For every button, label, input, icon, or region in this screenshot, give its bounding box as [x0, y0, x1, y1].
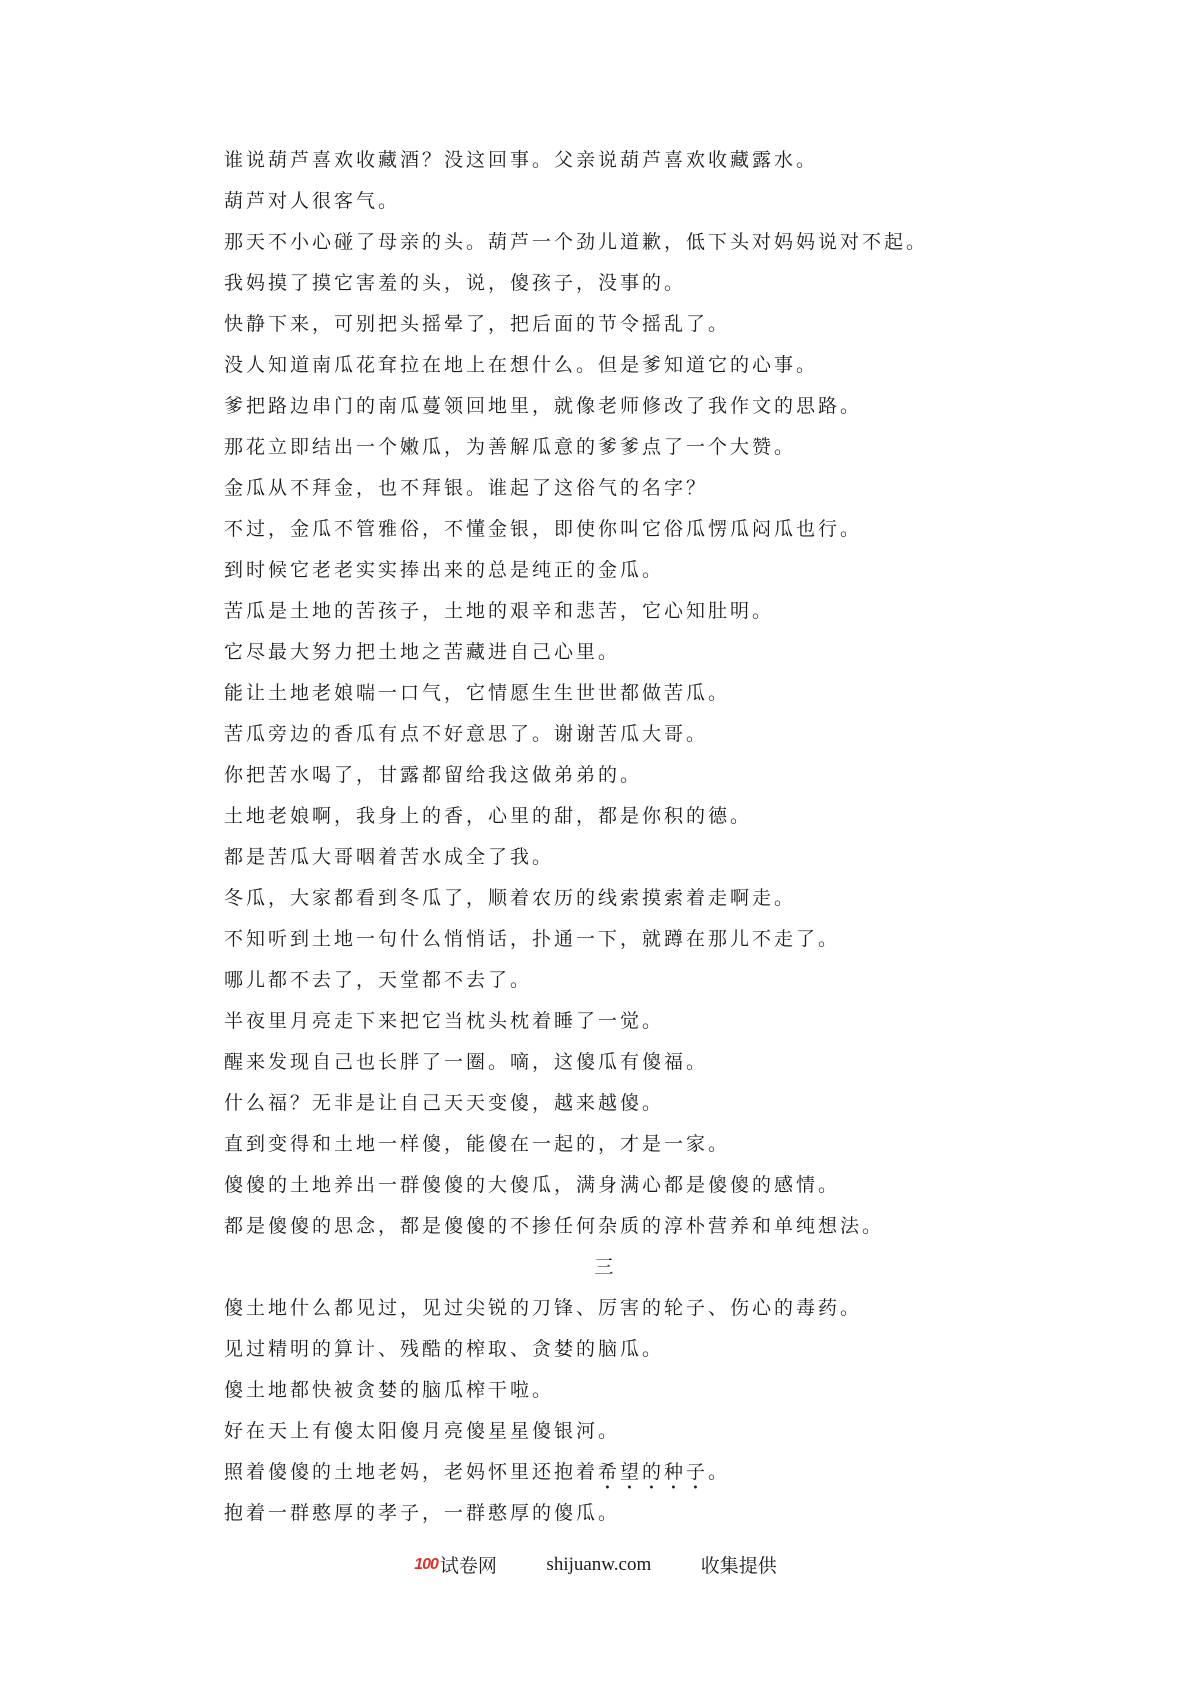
poem-body: [224, 140, 984, 1534]
poem-line: 到时候它老老实实捧出来的总是纯正的金瓜。: [224, 559, 665, 581]
poem-line: 直到变得和土地一样傻，能傻在一起的，才是一家。: [224, 1133, 731, 1155]
poem-line: 都是苦瓜大哥咽着苦水成全了我。: [224, 846, 555, 868]
poem-line: 金瓜从不拜金，也不拜银。谁起了这俗气的名字？: [224, 477, 709, 499]
poem-line: 苦瓜旁边的香瓜有点不好意思了。谢谢苦瓜大哥。: [224, 723, 709, 745]
poem-line: 不知听到土地一句什么悄悄话，扑通一下，就蹲在那儿不走了。: [224, 928, 841, 950]
poem-line: 能让土地老娘喘一口气，它情愿生生世世都做苦瓜。: [224, 682, 731, 704]
poem-line: 不过，金瓜不管雅俗，不懂金银，即使你叫它俗瓜愣瓜闷瓜也行。: [224, 518, 863, 540]
poem-line: 见过精明的算计、残酷的榨取、贪婪的脑瓜。: [224, 1338, 665, 1360]
section-heading: 三: [594, 1256, 614, 1278]
site-logo-number: 100: [414, 1555, 438, 1573]
poem-line: 爹把路边串门的南瓜蔓领回地里，就像老师修改了我作文的思路。: [224, 395, 863, 417]
site-domain: shijuanw.com: [546, 1553, 652, 1575]
poem-line: 我妈摸了摸它害羞的头，说，傻孩子，没事的。: [224, 272, 687, 294]
poem-line: 好在天上有傻太阳傻月亮傻星星傻银河。: [224, 1420, 621, 1442]
poem-line: 苦瓜是土地的苦孩子，土地的艰辛和悲苦，它心知肚明。: [224, 600, 775, 622]
poem-line: 什么福？无非是让自己天天变傻，越来越傻。: [224, 1092, 665, 1114]
poem-line: 醒来发现自己也长胖了一圈。嘀，这傻瓜有傻福。: [224, 1051, 709, 1073]
poem-line: 快静下来，可别把头摇晕了，把后面的节令摇乱了。: [224, 313, 731, 335]
page-footer: [0, 1551, 1191, 1578]
poem-line: 你把苦水喝了，甘露都留给我这做弟弟的。: [224, 764, 643, 786]
poem-line: 那花立即结出一个嫩瓜，为善解瓜意的爹爹点了一个大赞。: [224, 436, 797, 458]
footer-credit: 收集提供: [700, 1556, 777, 1577]
poem-line: 傻土地都快被贪婪的脑瓜榨干啦。: [224, 1379, 555, 1401]
poem-line: 都是傻傻的思念，都是傻傻的不掺任何杂质的淳朴营养和单纯想法。: [224, 1215, 885, 1237]
line-text: 。: [708, 1461, 731, 1483]
poem-line: 没人知道南瓜花耷拉在地上在想什么。但是爹知道它的心事。: [224, 354, 819, 376]
poem-line: 谁说葫芦喜欢收藏酒？没这回事。父亲说葫芦喜欢收藏露水。: [224, 149, 819, 171]
poem-line: 它尽最大努力把土地之苦藏进自己心里。: [224, 641, 621, 663]
site-name: 试卷网: [439, 1556, 497, 1577]
poem-line: 半夜里月亮走下来把它当枕头枕着睡了一觉。: [224, 1010, 665, 1032]
poem-line: 那天不小心碰了母亲的头。葫芦一个劲儿道歉，低下头对妈妈说对不起。: [224, 231, 929, 253]
poem-line: 葫芦对人很客气。: [224, 190, 401, 212]
line-text: 照着傻傻的土地老妈，老妈怀里还抱着: [224, 1461, 599, 1483]
poem-line: 傻傻的土地养出一群傻傻的大傻瓜，满身满心都是傻傻的感情。: [224, 1174, 841, 1196]
poem-line-emphasis: [224, 1452, 984, 1493]
poem-line: 抱着一群憨厚的孝子，一群憨厚的傻瓜。: [224, 1502, 621, 1524]
poem-line: 哪儿都不去了，天堂都不去了。: [224, 969, 533, 991]
poem-line: 傻土地什么都见过，见过尖锐的刀锋、厉害的轮子、伤心的毒药。: [224, 1297, 863, 1319]
emphasized-phrase: 希望的种子: [598, 1461, 709, 1483]
poem-line: 冬瓜，大家都看到冬瓜了，顺着农历的线索摸索着走啊走。: [224, 887, 797, 909]
poem-line: 土地老娘啊，我身上的香，心里的甜，都是你积的德。: [224, 805, 753, 827]
